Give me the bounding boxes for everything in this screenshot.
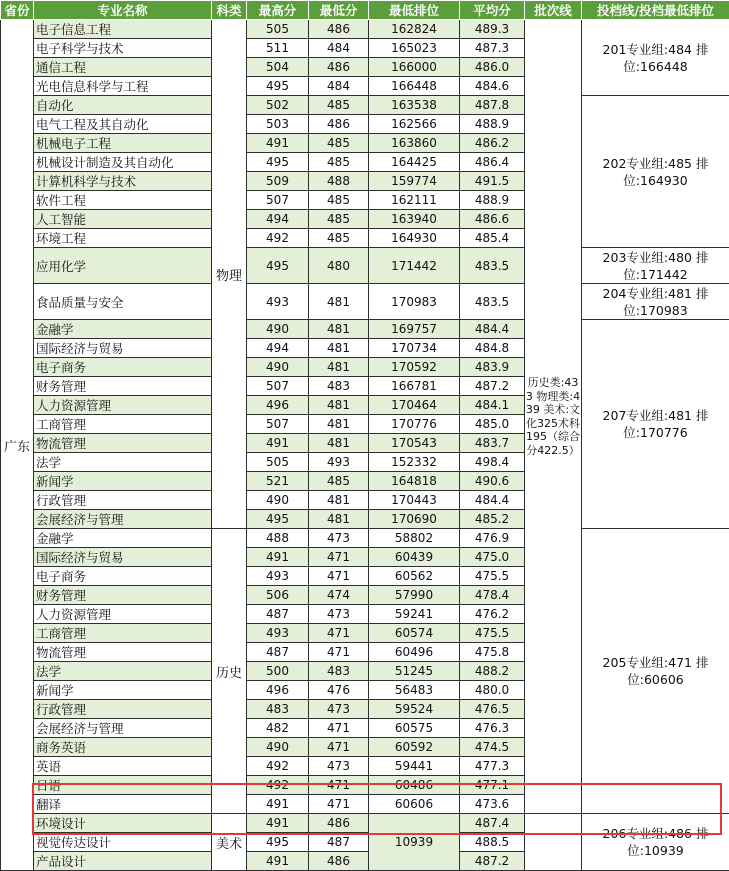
max-score: 506 bbox=[247, 586, 309, 605]
min-rank: 166781 bbox=[369, 377, 460, 396]
min-score: 485 bbox=[309, 229, 369, 248]
col-max: 最高分 bbox=[247, 1, 309, 20]
major-name: 电子信息工程 bbox=[34, 20, 212, 39]
avg-score: 484.1 bbox=[460, 396, 525, 415]
min-rank: 164930 bbox=[369, 229, 460, 248]
avg-score: 486.4 bbox=[460, 153, 525, 172]
max-score: 505 bbox=[247, 453, 309, 472]
major-name: 英语 bbox=[34, 757, 212, 776]
min-score: 476 bbox=[309, 681, 369, 700]
major-name: 翻译 bbox=[34, 795, 212, 814]
max-score: 493 bbox=[247, 284, 309, 320]
min-rank: 170776 bbox=[369, 415, 460, 434]
min-rank: 57990 bbox=[369, 586, 460, 605]
col-group-line: 投档线/投档最低排位 bbox=[582, 1, 729, 20]
min-rank: 60592 bbox=[369, 738, 460, 757]
major-name: 人工智能 bbox=[34, 210, 212, 229]
avg-score: 486.2 bbox=[460, 134, 525, 153]
major-name: 电子科学与技术 bbox=[34, 39, 212, 58]
major-name: 行政管理 bbox=[34, 700, 212, 719]
major-name: 人力资源管理 bbox=[34, 605, 212, 624]
avg-score: 498.4 bbox=[460, 453, 525, 472]
min-score: 484 bbox=[309, 39, 369, 58]
max-score: 504 bbox=[247, 58, 309, 77]
min-rank: 163860 bbox=[369, 134, 460, 153]
min-score: 471 bbox=[309, 738, 369, 757]
group-205: 205专业组:471 排位:60606 bbox=[582, 529, 729, 814]
min-rank: 60486 bbox=[369, 776, 460, 795]
category-history: 历史 bbox=[212, 529, 247, 814]
min-score: 481 bbox=[309, 396, 369, 415]
major-name: 国际经济与贸易 bbox=[34, 339, 212, 358]
major-name: 电气工程及其自动化 bbox=[34, 115, 212, 134]
min-rank: 60606 bbox=[369, 795, 460, 814]
avg-score: 477.3 bbox=[460, 757, 525, 776]
max-score: 491 bbox=[247, 434, 309, 453]
min-score: 471 bbox=[309, 567, 369, 586]
max-score: 495 bbox=[247, 77, 309, 96]
avg-score: 491.5 bbox=[460, 172, 525, 191]
major-name: 软件工程 bbox=[34, 191, 212, 210]
major-name: 环境工程 bbox=[34, 229, 212, 248]
max-score: 495 bbox=[247, 833, 309, 852]
min-score: 471 bbox=[309, 795, 369, 814]
group-202: 202专业组:485 排位:164930 bbox=[582, 96, 729, 248]
max-score: 509 bbox=[247, 172, 309, 191]
min-rank: 60575 bbox=[369, 719, 460, 738]
min-rank: 59241 bbox=[369, 605, 460, 624]
major-name: 电子商务 bbox=[34, 358, 212, 377]
min-rank: 163940 bbox=[369, 210, 460, 229]
avg-score: 490.6 bbox=[460, 472, 525, 491]
max-score: 502 bbox=[247, 96, 309, 115]
min-score: 486 bbox=[309, 20, 369, 39]
major-name: 应用化学 bbox=[34, 248, 212, 284]
avg-score: 488.5 bbox=[460, 833, 525, 852]
province-cell: 广东 bbox=[1, 20, 34, 871]
min-rank: 162824 bbox=[369, 20, 460, 39]
min-score: 484 bbox=[309, 77, 369, 96]
min-score: 481 bbox=[309, 434, 369, 453]
min-rank: 159774 bbox=[369, 172, 460, 191]
avg-score: 488.9 bbox=[460, 115, 525, 134]
max-score: 521 bbox=[247, 472, 309, 491]
min-rank: 169757 bbox=[369, 320, 460, 339]
avg-score: 483.7 bbox=[460, 434, 525, 453]
col-min: 最低分 bbox=[309, 1, 369, 20]
min-score: 485 bbox=[309, 472, 369, 491]
min-rank: 164425 bbox=[369, 153, 460, 172]
min-score: 485 bbox=[309, 153, 369, 172]
group-203: 203专业组:480 排位:171442 bbox=[582, 248, 729, 284]
max-score: 511 bbox=[247, 39, 309, 58]
min-rank: 60439 bbox=[369, 548, 460, 567]
max-score: 492 bbox=[247, 229, 309, 248]
avg-score: 475.5 bbox=[460, 567, 525, 586]
min-rank: 163538 bbox=[369, 96, 460, 115]
major-name: 食品质量与安全 bbox=[34, 284, 212, 320]
min-score: 488 bbox=[309, 172, 369, 191]
min-score: 471 bbox=[309, 643, 369, 662]
min-score: 471 bbox=[309, 548, 369, 567]
avg-score: 476.9 bbox=[460, 529, 525, 548]
major-name: 日语 bbox=[34, 776, 212, 795]
avg-score: 480.0 bbox=[460, 681, 525, 700]
major-name: 工商管理 bbox=[34, 624, 212, 643]
min-score: 471 bbox=[309, 776, 369, 795]
table-row bbox=[1, 20, 729, 39]
avg-score: 478.4 bbox=[460, 586, 525, 605]
min-score: 473 bbox=[309, 605, 369, 624]
min-score: 473 bbox=[309, 700, 369, 719]
avg-score: 476.5 bbox=[460, 700, 525, 719]
avg-score: 477.1 bbox=[460, 776, 525, 795]
min-rank: 152332 bbox=[369, 453, 460, 472]
min-rank: 170543 bbox=[369, 434, 460, 453]
batch-line-empty bbox=[525, 814, 582, 871]
major-name: 新闻学 bbox=[34, 472, 212, 491]
max-score: 491 bbox=[247, 548, 309, 567]
max-score: 487 bbox=[247, 605, 309, 624]
avg-score: 488.9 bbox=[460, 191, 525, 210]
min-score: 493 bbox=[309, 453, 369, 472]
max-score: 492 bbox=[247, 757, 309, 776]
major-name: 新闻学 bbox=[34, 681, 212, 700]
major-name: 财务管理 bbox=[34, 377, 212, 396]
table-row bbox=[1, 529, 729, 548]
max-score: 487 bbox=[247, 643, 309, 662]
min-rank: 164818 bbox=[369, 472, 460, 491]
major-name: 法学 bbox=[34, 453, 212, 472]
min-rank: 60562 bbox=[369, 567, 460, 586]
avg-score: 484.4 bbox=[460, 320, 525, 339]
min-score: 485 bbox=[309, 134, 369, 153]
max-score: 490 bbox=[247, 358, 309, 377]
max-score: 488 bbox=[247, 529, 309, 548]
table-row bbox=[1, 96, 729, 115]
min-score: 481 bbox=[309, 510, 369, 529]
major-name: 自动化 bbox=[34, 96, 212, 115]
min-score: 481 bbox=[309, 339, 369, 358]
min-score: 473 bbox=[309, 529, 369, 548]
min-score: 486 bbox=[309, 814, 369, 833]
min-rank: 165023 bbox=[369, 39, 460, 58]
min-score: 486 bbox=[309, 852, 369, 871]
min-rank: 59524 bbox=[369, 700, 460, 719]
avg-score: 484.6 bbox=[460, 77, 525, 96]
min-rank: 59441 bbox=[369, 757, 460, 776]
max-score: 495 bbox=[247, 153, 309, 172]
avg-score: 484.4 bbox=[460, 491, 525, 510]
min-rank: 170734 bbox=[369, 339, 460, 358]
min-score: 481 bbox=[309, 415, 369, 434]
max-score: 505 bbox=[247, 20, 309, 39]
avg-score: 484.8 bbox=[460, 339, 525, 358]
major-name: 机械设计制造及其自动化 bbox=[34, 153, 212, 172]
avg-score: 486.0 bbox=[460, 58, 525, 77]
max-score: 507 bbox=[247, 415, 309, 434]
avg-score: 475.8 bbox=[460, 643, 525, 662]
avg-score: 487.4 bbox=[460, 814, 525, 833]
min-score: 483 bbox=[309, 377, 369, 396]
min-score: 486 bbox=[309, 58, 369, 77]
avg-score: 476.2 bbox=[460, 605, 525, 624]
max-score: 493 bbox=[247, 567, 309, 586]
major-name: 产品设计 bbox=[34, 852, 212, 871]
min-rank: 58802 bbox=[369, 529, 460, 548]
min-score: 486 bbox=[309, 115, 369, 134]
max-score: 495 bbox=[247, 510, 309, 529]
min-score: 481 bbox=[309, 491, 369, 510]
max-score: 490 bbox=[247, 491, 309, 510]
col-min-rank: 最低排位 bbox=[369, 1, 460, 20]
min-score: 483 bbox=[309, 662, 369, 681]
major-name: 机械电子工程 bbox=[34, 134, 212, 153]
col-major: 专业名称 bbox=[34, 1, 212, 20]
min-rank: 60496 bbox=[369, 643, 460, 662]
table-row bbox=[1, 248, 729, 284]
avg-score: 483.5 bbox=[460, 284, 525, 320]
max-score: 496 bbox=[247, 681, 309, 700]
avg-score: 487.2 bbox=[460, 377, 525, 396]
max-score: 493 bbox=[247, 624, 309, 643]
max-score: 490 bbox=[247, 320, 309, 339]
avg-score: 475.0 bbox=[460, 548, 525, 567]
avg-score: 487.3 bbox=[460, 39, 525, 58]
major-name: 人力资源管理 bbox=[34, 396, 212, 415]
min-score: 481 bbox=[309, 358, 369, 377]
major-name: 物流管理 bbox=[34, 643, 212, 662]
table-row bbox=[1, 814, 729, 833]
category-physics: 物理 bbox=[212, 20, 247, 529]
min-rank: 170592 bbox=[369, 358, 460, 377]
max-score: 482 bbox=[247, 719, 309, 738]
max-score: 491 bbox=[247, 795, 309, 814]
min-rank: 162566 bbox=[369, 115, 460, 134]
table-row bbox=[1, 284, 729, 320]
major-name: 金融学 bbox=[34, 320, 212, 339]
category-art: 美术 bbox=[212, 814, 247, 871]
major-name: 光电信息科学与工程 bbox=[34, 77, 212, 96]
max-score: 494 bbox=[247, 210, 309, 229]
col-category: 科类 bbox=[212, 1, 247, 20]
avg-score: 475.5 bbox=[460, 624, 525, 643]
min-rank: 171442 bbox=[369, 248, 460, 284]
major-name: 计算机科学与技术 bbox=[34, 172, 212, 191]
group-207: 207专业组:481 排位:170776 bbox=[582, 320, 729, 529]
min-rank: 170690 bbox=[369, 510, 460, 529]
batch-line: 历史类:433 物理类:439 美术:文化325术科195（综合分422.5） bbox=[525, 20, 582, 814]
min-score: 481 bbox=[309, 284, 369, 320]
min-score: 471 bbox=[309, 719, 369, 738]
max-score: 483 bbox=[247, 700, 309, 719]
col-province: 省份 bbox=[1, 1, 34, 20]
avg-score: 476.3 bbox=[460, 719, 525, 738]
table-row bbox=[1, 320, 729, 339]
col-batch: 批次线 bbox=[525, 1, 582, 20]
min-rank: 170983 bbox=[369, 284, 460, 320]
avg-score: 483.9 bbox=[460, 358, 525, 377]
min-rank: 60574 bbox=[369, 624, 460, 643]
avg-score: 485.2 bbox=[460, 510, 525, 529]
major-name: 国际经济与贸易 bbox=[34, 548, 212, 567]
avg-score: 487.8 bbox=[460, 96, 525, 115]
min-rank: 166448 bbox=[369, 77, 460, 96]
min-rank: 51245 bbox=[369, 662, 460, 681]
max-score: 495 bbox=[247, 248, 309, 284]
major-name: 商务英语 bbox=[34, 738, 212, 757]
major-name: 财务管理 bbox=[34, 586, 212, 605]
header-row bbox=[1, 1, 729, 20]
major-name: 通信工程 bbox=[34, 58, 212, 77]
min-score: 480 bbox=[309, 248, 369, 284]
major-name: 电子商务 bbox=[34, 567, 212, 586]
max-score: 500 bbox=[247, 662, 309, 681]
major-name: 工商管理 bbox=[34, 415, 212, 434]
min-score: 485 bbox=[309, 210, 369, 229]
min-rank: 170464 bbox=[369, 396, 460, 415]
group-204: 204专业组:481 排位:170983 bbox=[582, 284, 729, 320]
min-score: 474 bbox=[309, 586, 369, 605]
major-name: 法学 bbox=[34, 662, 212, 681]
min-rank: 10939 bbox=[369, 814, 460, 871]
min-rank: 170443 bbox=[369, 491, 460, 510]
col-avg: 平均分 bbox=[460, 1, 525, 20]
min-score: 473 bbox=[309, 757, 369, 776]
max-score: 491 bbox=[247, 814, 309, 833]
min-score: 481 bbox=[309, 320, 369, 339]
max-score: 491 bbox=[247, 134, 309, 153]
major-name: 会展经济与管理 bbox=[34, 510, 212, 529]
min-rank: 166000 bbox=[369, 58, 460, 77]
avg-score: 489.3 bbox=[460, 20, 525, 39]
group-201: 201专业组:484 排位:166448 bbox=[582, 20, 729, 96]
min-score: 487 bbox=[309, 833, 369, 852]
max-score: 507 bbox=[247, 377, 309, 396]
max-score: 492 bbox=[247, 776, 309, 795]
major-name: 金融学 bbox=[34, 529, 212, 548]
avg-score: 488.2 bbox=[460, 662, 525, 681]
max-score: 503 bbox=[247, 115, 309, 134]
min-score: 485 bbox=[309, 191, 369, 210]
max-score: 496 bbox=[247, 396, 309, 415]
avg-score: 483.5 bbox=[460, 248, 525, 284]
avg-score: 473.6 bbox=[460, 795, 525, 814]
max-score: 494 bbox=[247, 339, 309, 358]
avg-score: 486.6 bbox=[460, 210, 525, 229]
min-rank: 56483 bbox=[369, 681, 460, 700]
major-name: 环境设计 bbox=[34, 814, 212, 833]
major-name: 视觉传达设计 bbox=[34, 833, 212, 852]
min-score: 485 bbox=[309, 96, 369, 115]
max-score: 507 bbox=[247, 191, 309, 210]
avg-score: 474.5 bbox=[460, 738, 525, 757]
max-score: 491 bbox=[247, 852, 309, 871]
min-rank: 162111 bbox=[369, 191, 460, 210]
group-206: 206专业组:486 排位:10939 bbox=[582, 814, 729, 871]
max-score: 490 bbox=[247, 738, 309, 757]
major-name: 物流管理 bbox=[34, 434, 212, 453]
avg-score: 485.0 bbox=[460, 415, 525, 434]
min-score: 471 bbox=[309, 624, 369, 643]
avg-score: 487.2 bbox=[460, 852, 525, 871]
major-name: 会展经济与管理 bbox=[34, 719, 212, 738]
avg-score: 485.4 bbox=[460, 229, 525, 248]
major-name: 行政管理 bbox=[34, 491, 212, 510]
